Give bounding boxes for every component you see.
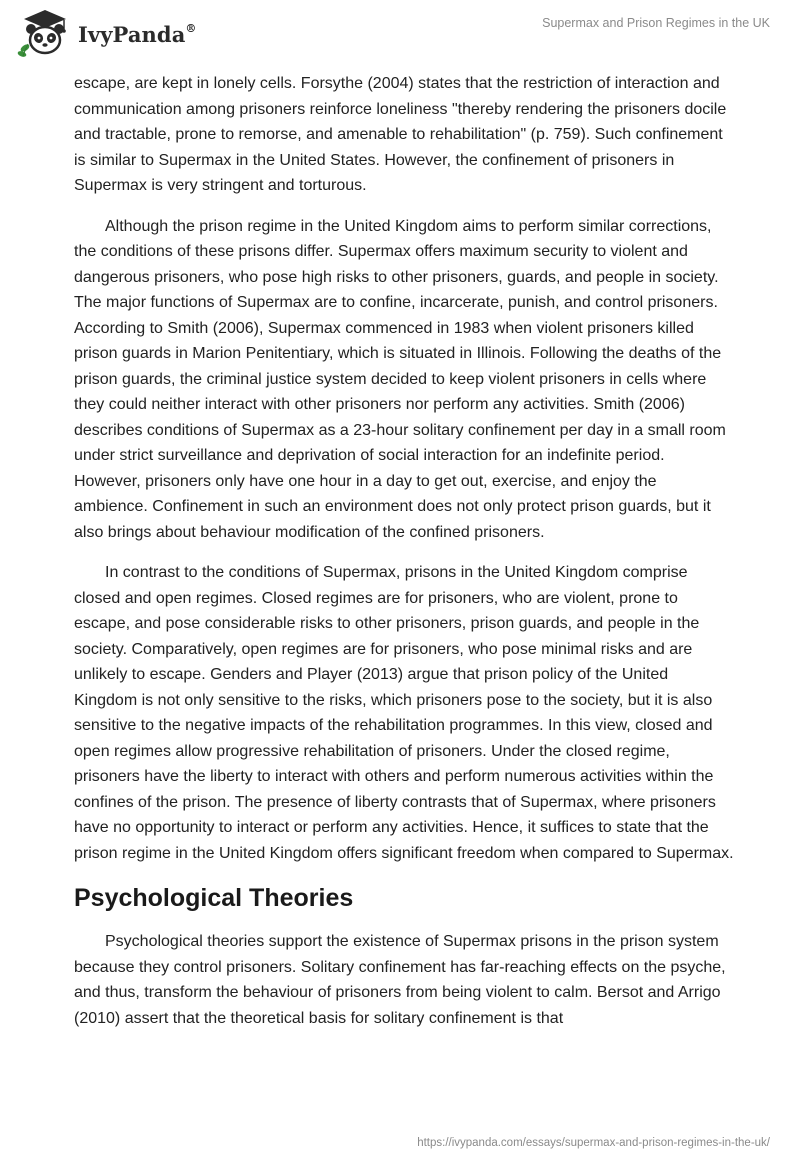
registered-mark: ®	[185, 21, 197, 35]
paragraph: In contrast to the conditions of Supermax, prisons in the United Kingdom comprise closed and open regimes. Closed regimes are for prisoners, who are violent, prone to escape, and pose considerable risks to other prisoners, prison guards, and people in the society. Comparatively, open regimes are for prisoners, who pose minimal risks and are unlikely to escape. Genders and Player (2013) argue that prison policy of the United Kingdom is not only sensitive to the risks, which prisoners pose to the society, but it is also sensitive to the negative impacts of the rehabilitation programmes. In this view, closed and open regimes allow progressive rehabilitation of prisoners. Under the closed regime, prisoners have the liberty to interact with others and perform numerous activities within the confines of the prison. The presence of liberty contrasts that of Supermax, where prisoners have no opportunity to interact or perform any activities. Hence, it suffices to state that the prison regime in the United Kingdom offers significant freedom when compared to Supermax.	[74, 564, 734, 862]
panda-graduate-icon	[16, 8, 74, 58]
section-heading: Psychological Theories	[74, 884, 354, 912]
essay-body	[74, 71, 734, 1046]
brand-name	[78, 22, 197, 47]
brand-text: IvyPanda	[78, 21, 186, 47]
document-title: Supermax and Prison Regimes in the UK	[542, 16, 770, 30]
paragraph: Psychological theories support the existence of Supermax prisons in the prison system because they control prisoners. Solitary confinement has far-reaching effects on the psyche, and thus, transform the behaviour of prisoners from being violent to calm. Bersot and Arrigo (2010) assert that the theoretical basis for solitary confinement is that	[74, 933, 726, 1027]
source-url[interactable]: https://ivypanda.com/essays/supermax-and-prison-regimes-in-the-uk/	[417, 1137, 770, 1149]
page-header	[0, 0, 800, 70]
ivypanda-logo[interactable]	[16, 8, 197, 58]
paragraph: Although the prison regime in the United Kingdom aims to perform similar corrections, the conditions of these prisons differ. Supermax offers maximum security to violent and dangerous prisoners, who pose high risks to other prisoners, guards, and people in society. The major functions of Supermax are to confine, incarcerate, punish, and control prisoners. According to Smith (2006), Supermax commenced in 1983 when violent prisoners killed prison guards in Marion Penitentiary, which is situated in Illinois. Following the deaths of the prison guards, the criminal justice system decided to keep violent prisoners in cells where they could neither interact with other prisoners nor perform any activities. Smith (2006) describes conditions of Supermax as a 23-hour solitary confinement per day in a small room under strict surveillance and deprivation of social interaction for an indefinite period. However, prisoners only have one hour in a day to get out, exercise, and enjoy the ambience. Confinement in such an environment does not only protect prison guards, but it also brings about behaviour modification of the confined prisoners.	[74, 217, 726, 541]
paragraph: escape, are kept in lonely cells. Forsythe (2004) states that the restriction of interaction and communication among prisoners reinforce loneliness "thereby rendering the prisoners docile and tractable, prone to remorse, and amenable to rehabilitation" (p. 759). Such confinement is similar to Supermax in the United States. However, the confinement of prisoners in Supermax is very stringent and torturous.	[74, 75, 727, 194]
